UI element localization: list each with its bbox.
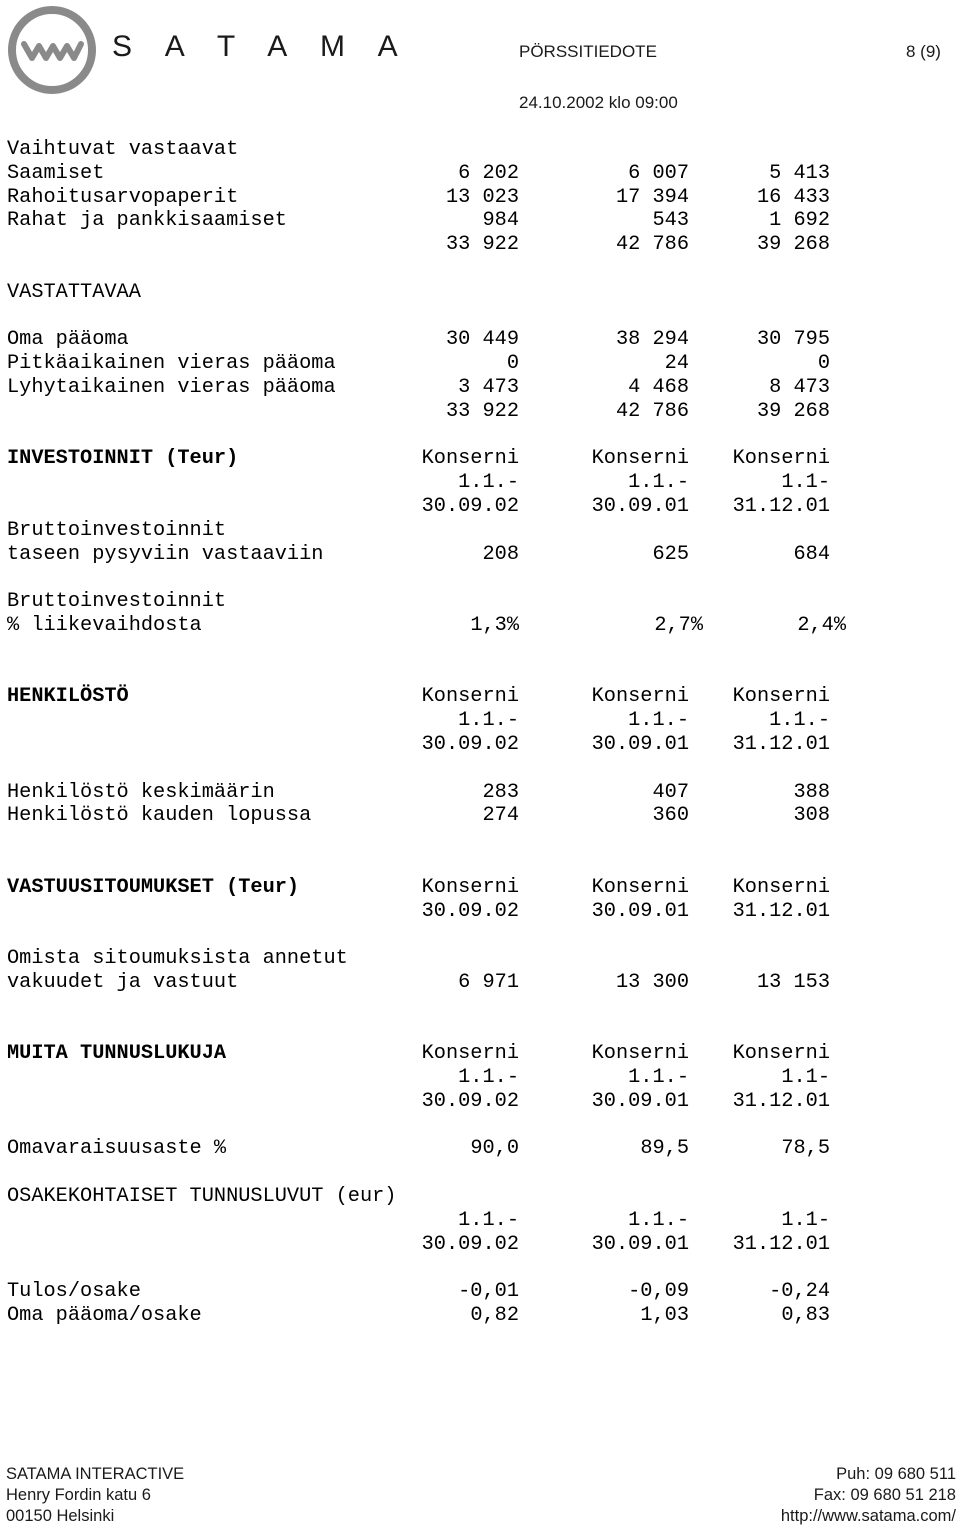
row-label: Bruttoinvestoinnit	[7, 518, 227, 542]
footer-fax: Fax: 09 680 51 218	[813, 1486, 956, 1504]
table-row: Rahat ja pankkisaamiset 984 543 1 692	[7, 209, 830, 233]
section-header-other-kpis: MUITA TUNNUSLUKUJA Konserni Konserni Konserni	[7, 1042, 830, 1066]
release-datetime: 24.10.2002 klo 09:00	[519, 93, 678, 112]
total-row: 33 922 42 786 39 268	[445, 399, 830, 423]
financial-tables	[0, 138, 960, 1328]
table-row: Omavaraisuusaste % 90,0 89,5 78,5	[7, 1137, 830, 1161]
table-row: Oma pääoma 30 449 38 294 30 795	[7, 328, 830, 352]
table-row: Henkilöstö kauden lopussa 274 360 308	[7, 804, 830, 828]
section-title-current-assets: Vaihtuvat vastaavat	[7, 138, 239, 161]
column-period-start: 1.1.- 1.1.- 1.1.-	[458, 709, 830, 733]
footer-city: 00150 Helsinki	[6, 1507, 115, 1525]
table-row: % liikevaihdosta 1,3% 2,7% 2,4%	[7, 613, 846, 637]
brand-name: S A T A M A	[112, 30, 411, 63]
table-row: Oma pääoma/osake 0,82 1,03 0,83	[7, 1304, 830, 1328]
footer-company: SATAMA INTERACTIVE	[6, 1465, 185, 1483]
row-label: Bruttoinvestoinnit	[7, 590, 227, 614]
document-type: PÖRSSITIEDOTE	[519, 42, 657, 61]
page-footer	[0, 1465, 960, 1529]
column-period-end: 30.09.02 30.09.01 31.12.01	[421, 732, 830, 756]
footer-street: Henry Fordin katu 6	[6, 1486, 151, 1504]
table-row: Rahoitusarvopaperit 13 023 17 394 16 433	[7, 185, 830, 209]
satama-logo-icon	[6, 4, 98, 96]
column-period-end: 30.09.02 30.09.01 31.12.01	[421, 899, 830, 923]
section-header-investments: INVESTOINNIT (Teur) Konserni Konserni Konserni	[7, 447, 830, 471]
row-label: Omista sitoumuksista annetut	[7, 947, 348, 971]
table-row: Tulos/osake -0,01 -0,09 -0,24	[7, 1280, 830, 1304]
table-row: Saamiset 6 202 6 007 5 413	[7, 161, 830, 185]
section-header-commitments: VASTUUSITOUMUKSET (Teur) Konserni Konserni Konserni	[7, 875, 830, 899]
table-row: Pitkäaikainen vieras pääoma 0 24 0	[7, 352, 830, 376]
section-title-liabilities: VASTATTAVAA	[7, 280, 141, 304]
footer-phone: Puh: 09 680 511	[836, 1465, 956, 1483]
page-header	[0, 0, 960, 120]
table-row: Lyhytaikainen vieras pääoma 3 473 4 468 8 473	[7, 375, 830, 399]
column-period-start: 1.1.- 1.1.- 1.1-	[458, 1208, 830, 1232]
table-row: taseen pysyviin vastaaviin 208 625 684	[7, 542, 830, 566]
total-row: 33 922 42 786 39 268	[445, 233, 830, 257]
column-period-end: 30.09.02 30.09.01 31.12.01	[421, 1089, 830, 1113]
page-number: 8 (9)	[906, 42, 941, 61]
column-period-start: 1.1.- 1.1.- 1.1-	[458, 471, 830, 495]
column-period-start: 1.1.- 1.1.- 1.1-	[458, 1066, 830, 1090]
footer-web-link[interactable]: http://www.satama.com/	[780, 1507, 956, 1525]
section-header-personnel: HENKILÖSTÖ Konserni Konserni Konserni	[7, 685, 830, 709]
section-header-per-share: OSAKEKOHTAISET TUNNUSLUVUT (eur)	[7, 1185, 397, 1209]
table-row: Henkilöstö keskimäärin 283 407 388	[7, 780, 830, 804]
column-period-end: 30.09.02 30.09.01 31.12.01	[421, 1232, 830, 1256]
column-period-end: 30.09.02 30.09.01 31.12.01	[421, 494, 830, 518]
table-row: vakuudet ja vastuut 6 971 13 300 13 153	[7, 970, 830, 994]
